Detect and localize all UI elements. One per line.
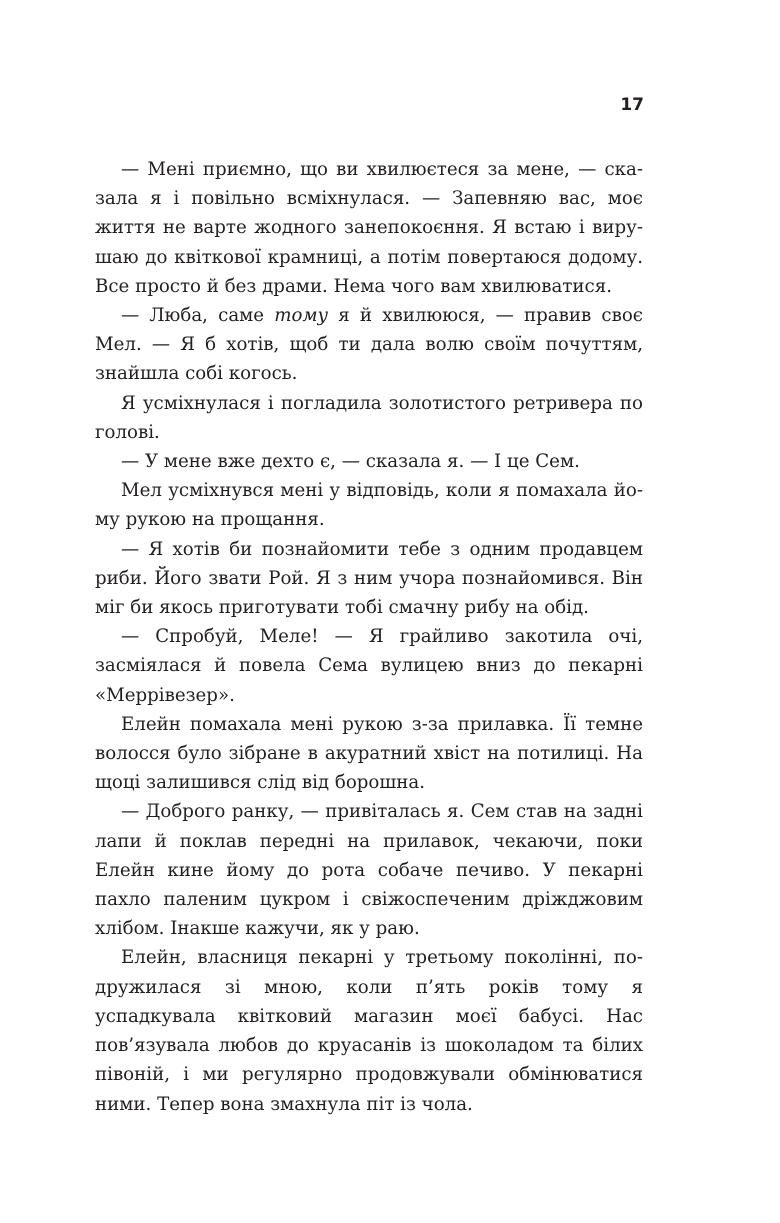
paragraph: Я усміхнулася і погладила золотистого ретривера по голові. <box>95 392 643 443</box>
text-body <box>95 155 643 1119</box>
paragraph-text: я й хвилююся, — правив своє Мел. — Я б хотів, щоб ти дала волю своїм почуттям, знайшла собі когось. <box>95 305 643 385</box>
paragraph: — Спробуй, Меле! — Я грайливо закотила очі, засміялася й повела Сема вулицею вниз до пекарні «Меррівезер». <box>95 626 643 706</box>
paragraph-text: — Люба, саме <box>121 305 275 327</box>
paragraph: Елейн помахала мені рукою з-за прилавка. Її темне волосся було зібране в акуратний хвіст на потилиці. На щоці залишився слід від борошна. <box>95 713 643 794</box>
page-number: 17 <box>620 95 644 115</box>
paragraph <box>95 301 643 389</box>
emphasis-text: тому <box>274 305 329 327</box>
paragraph: Мел усміхнувся мені у відповідь, коли я помахала йому рукою на прощання. <box>95 480 643 531</box>
paragraph: — Я хотів би познайомити тебе з одним продавцем риби. Його звати Рой. Я з ним учора познайомився. Він міг би якось приготувати тобі смачну рибу на обід. <box>95 538 643 619</box>
paragraph: — Доброго ранку, — привіталась я. Сем став на задні лапи й поклав передні на прилавок, чекаючи, поки Елейн кине йому до рота собаче печиво. У пекарні пахло паленим цукром і свіжоспеченим дріжджовим хлібом. Інакше кажучи, як у раю. <box>95 801 643 940</box>
paragraph: — У мене вже дехто є, — сказала я. — І це Сем. <box>121 451 580 473</box>
paragraph: Елейн, власниця пекарні у третьому поколінні, подружилася зі мною, коли п’ять років тому я успадкувала квітковий магазин моєї бабусі. Нас пов’язувала любов до круасанів із шоколадом та білих півоній, і ми регулярно продовжували обмінюватися ними. Тепер вона змахнула піт із чола. <box>95 947 643 1115</box>
paragraph: — Мені приємно, що ви хвилюєтеся за мене, — сказала я і повільно всміхнулася. — Запевняю вас, моє життя не варте жодного занепокоєння. Я встаю і вирушаю до квіткової крамниці, а потім повертаюся додому. Все просто й без драми. Нема чого вам хвилюватися. <box>95 159 643 297</box>
